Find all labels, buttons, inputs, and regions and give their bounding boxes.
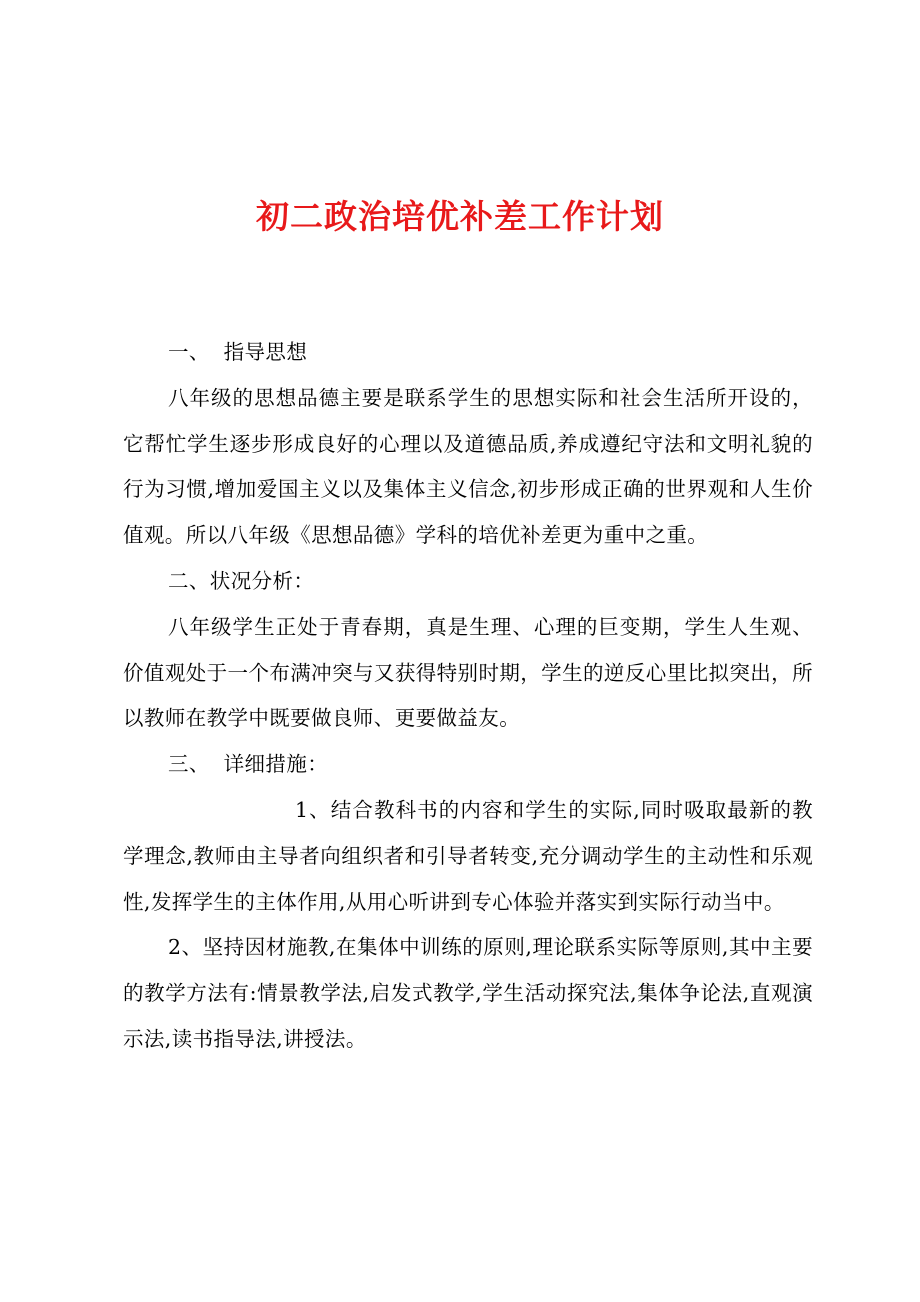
section-heading-measures: 三、 详细措施： — [168, 752, 329, 777]
section-heading-guiding-thought: 一、 指导思想 — [168, 340, 308, 364]
paragraph-situation-analysis: 八年级学生正处于青春期，真是生理、心理的巨变期，学生人生观、价值观处于一个布满冲突与又获得特别时期，学生的逆反心里比拟突出，所以教师在教学中既要做良师、更要做益友。 — [123, 614, 813, 731]
paragraph-guiding-thought: 八年级的思想品德主要是联系学生的思想实际和社会生活所开设的，它帮忙学生逐步形成良好的心理以及道德品质,养成遵纪守法和文明礼貌的行为习惯,增加爱国主义以及集体主义信念,初步形成正确的世界观和人生价值观。所以八年级《思想品德》学科的培优补差更为重中之重。 — [123, 385, 813, 548]
paragraph-measure-2: 2、坚持因材施教,在集体中训练的原则,理论联系实际等原则,其中主要的教学方法有:情景教学法,启发式教学,学生活动探究法,集体争论法,直观演示法,读书指导法,讲授法。 — [123, 935, 813, 1051]
document-body — [123, 330, 813, 1063]
paragraph-measure-1: 1、结合教科书的内容和学生的实际,同时吸取最新的教学理念,教师由主导者向组织者和引导者转变,充分调动学生的主动性和乐观性,发挥学生的主体作用,从用心听讲到专心体验并落实到实际行动当中。 — [123, 797, 813, 914]
document-title: 初二政治培优补差工作计划 — [256, 197, 664, 236]
section-heading-situation-analysis: 二、状况分析： — [168, 568, 315, 593]
